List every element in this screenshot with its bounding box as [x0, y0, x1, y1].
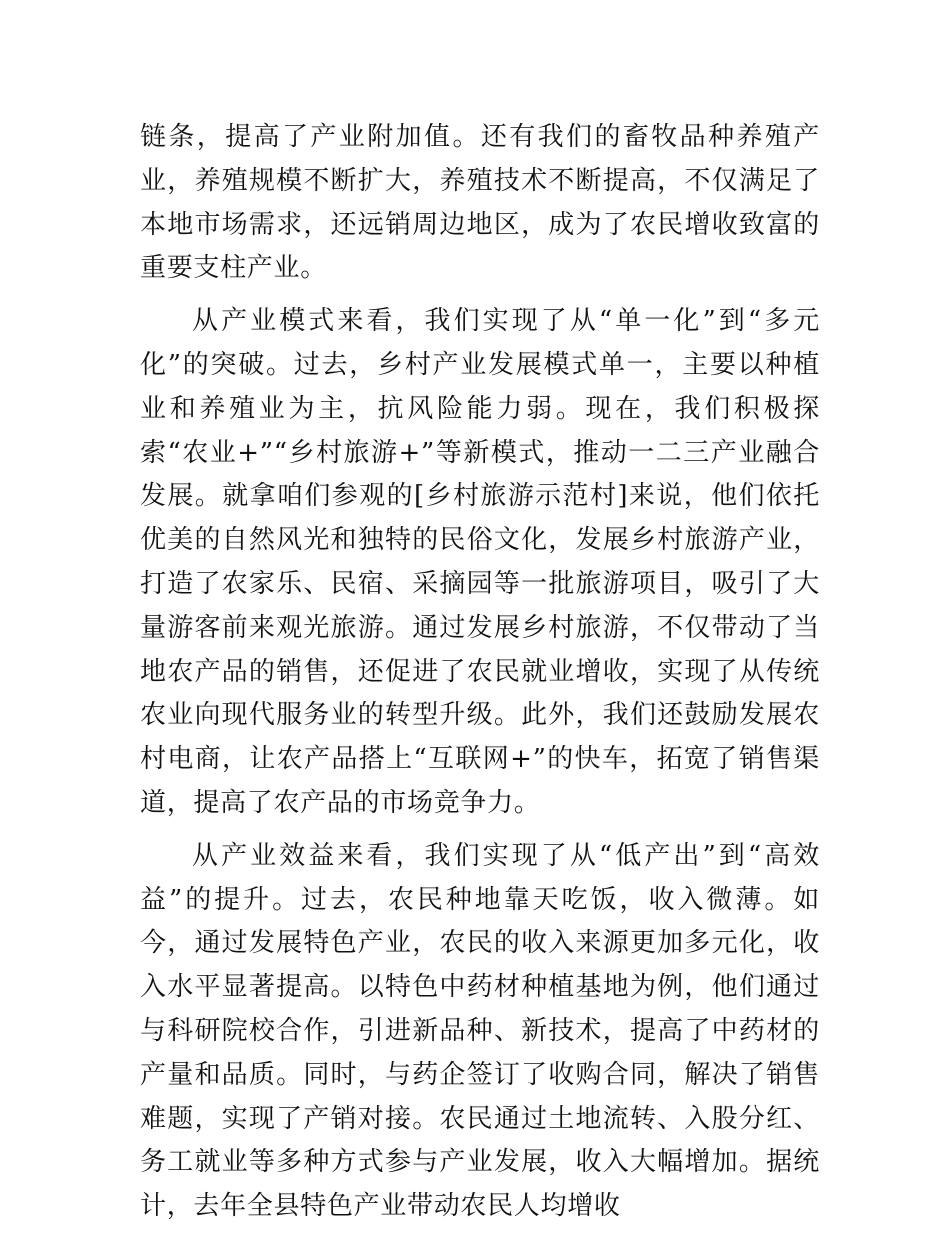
paragraph-industry-model: 从产业模式来看，我们实现了从“单一化”到“多元化”的突破。过去，乡村产业发展模式单一，主要以种植业和养殖业为主，抗风险能力弱。现在，我们积极探索“农业+”“乡村旅游+”等新模式，推动一二三产业融合发展。就拿咱们参观的[乡村旅游示范村]来说，他们依托优美的自然风光和独特的民俗文化，发展乡村旅游产业，打造了农家乐、民宿、采摘园等一批旅游项目，吸引了大量游客前来观光旅游。通过发展乡村旅游，不仅带动了当地农产品的销售，还促进了农民就业增收，实现了从传统农业向现代服务业的转型升级。此外，我们还鼓励发展农村电商，让农产品搭上“互联网+”的快车，拓宽了销售渠道，提高了农产品的市场竞争力。	[140, 306, 820, 818]
document-body	[140, 116, 820, 1238]
paragraph-industry-benefit: 从产业效益来看，我们实现了从“低产出”到“高效益”的提升。过去，农民种地靠天吃饭，收入微薄。如今，通过发展特色产业，农民的收入来源更加多元化，收入水平显著提高。以特色中药材种植基地为例，他们通过与科研院校合作，引进新品种、新技术，提高了中药材的产量和品质。同时，与药企签订了收购合同，解决了销售难题，实现了产销对接。农民通过土地流转、入股分红、务工就业等多种方式参与产业发展，收入大幅增加。据统计，去年全县特色产业带动农民人均增收	[140, 840, 820, 1222]
paragraph-continued: 链条，提高了产业附加值。还有我们的畜牧品种养殖产业，养殖规模不断扩大，养殖技术不断提高，不仅满足了本地市场需求，还远销周边地区，成为了农民增收致富的重要支柱产业。	[140, 122, 820, 284]
